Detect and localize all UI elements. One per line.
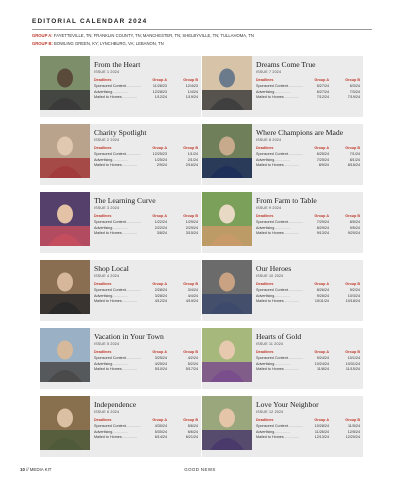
issue-photo [40,396,90,450]
group-b-date: 9/5/24 [349,225,360,230]
group-a-label: Group A [152,214,167,219]
deadlines-label: Deadlines [256,418,274,423]
deadline-type: Sponsored Content............... [256,219,304,224]
issue-title: From the Heart [94,60,141,69]
group-b-date: 4/4/24 [187,293,198,298]
group-b-date: 10/1/24 [347,355,360,360]
deadline-type: Mailed to Homes............... [94,95,138,100]
deadline-header-row [256,214,360,220]
group-a-label: Group A [314,214,329,219]
deadline-type: Sponsored Content............... [94,151,142,156]
issue-card [40,396,201,457]
group-b-date: 7/1/24 [349,151,360,156]
group-b-tag: GROUP B: [32,41,53,46]
deadline-row [256,151,360,157]
group-a-text: FAYETTEVILLE, TN; FRANKLIN COUNTY, TN; MANCHESTER, TN; SHELBYVILLE, TN; TULLAHOMA, TN [52,33,254,38]
group-a-date: 4/12/24 [154,299,167,304]
issue-photo [202,56,252,110]
deadline-type: Advertising............... [256,89,290,94]
deadline-type: Sponsored Content............... [256,423,304,428]
group-a-date: 1/25/24 [154,157,167,162]
deadline-header-row [94,418,198,424]
deadline-type: Mailed to Homes............... [256,95,300,100]
deadline-row [256,423,360,429]
deadline-table [94,418,198,440]
footer-section: // MEDIA KIT [24,467,52,472]
deadline-row [94,219,198,225]
issue-card [40,124,201,185]
deadline-header-row [256,78,360,84]
group-a-date: 5/10/24 [154,367,167,372]
group-a-date: 3/28/24 [154,293,167,298]
group-b-label: Group B [345,78,360,83]
deadline-table [94,146,198,168]
group-b-date: 1/4/24 [187,89,198,94]
group-b-date: 10/18/24 [345,299,360,304]
deadline-row [94,225,198,231]
group-a-label: Group A [314,418,329,423]
deadlines-label: Deadlines [256,78,274,83]
deadline-type: Mailed to Homes............... [256,435,300,440]
issue-card [202,192,363,253]
group-b-date: 3/4/24 [187,287,198,292]
deadline-type: Sponsored Content............... [256,83,304,88]
group-b-date: 3/15/24 [185,231,198,236]
deadline-type: Sponsored Content............... [94,83,142,88]
deadline-type: Advertising............... [94,429,128,434]
issue-number: ISSUE 6 2024 [94,410,120,415]
deadline-row [94,423,198,429]
deadline-header-row [256,282,360,288]
issue-title: Charity Spotlight [94,128,147,137]
group-b-date: 10/31/24 [345,361,360,366]
group-a-date: 8/29/24 [316,225,329,230]
deadline-row [94,151,198,157]
group-a-label: Group A [314,146,329,151]
group-b-date: 1/19/24 [185,95,198,100]
issue-title: Hearts of Gold [256,332,302,341]
deadline-type: Mailed to Homes............... [94,163,138,168]
group-a-date: 9/26/24 [316,293,329,298]
issue-number: ISSUE 7 2024 [256,70,282,75]
group-a-date: 9/13/24 [316,231,329,236]
deadline-row [94,434,198,440]
deadline-type: Advertising............... [94,225,128,230]
deadline-table [256,146,360,168]
deadline-row [256,298,360,304]
deadline-row [256,230,360,236]
group-a-label: Group A [152,78,167,83]
group-b-date: 7/19/24 [347,95,360,100]
deadlines-label: Deadlines [94,78,112,83]
deadlines-label: Deadlines [256,350,274,355]
deadline-type: Sponsored Content............... [94,423,142,428]
deadline-type: Sponsored Content............... [256,151,304,156]
group-b-date: 4/2/24 [187,355,198,360]
deadline-type: Advertising............... [256,293,290,298]
deadline-row [94,361,198,367]
issue-title: Shop Local [94,264,129,273]
group-a-date: 6/25/24 [316,151,329,156]
deadline-type: Advertising............... [256,429,290,434]
group-a-date: 4/25/24 [154,361,167,366]
issue-title: Our Heroes [256,264,292,273]
deadline-type: Sponsored Content............... [256,287,304,292]
deadline-row [256,355,360,361]
group-b-label: Group B [345,418,360,423]
deadline-header-row [94,78,198,84]
group-a-label: Group A [314,282,329,287]
issue-photo [40,56,90,110]
deadline-type: Mailed to Homes............... [94,299,138,304]
issue-number: ISSUE 4 2024 [94,274,120,279]
issue-photo [202,328,252,382]
group-b-date: 4/19/24 [185,299,198,304]
deadline-type: Mailed to Homes............... [256,231,300,236]
group-b-label: Group B [183,282,198,287]
deadlines-label: Deadlines [94,282,112,287]
group-b-label: Group B [345,282,360,287]
group-b-date: 8/1/24 [349,157,360,162]
header-divider [32,29,372,30]
issue-card [40,328,201,389]
group-a-date: 10/24/24 [314,361,329,366]
group-b-label: Group B [183,214,198,219]
deadline-row [256,293,360,299]
group-a-date: 2/22/24 [154,225,167,230]
deadline-type: Sponsored Content............... [94,287,142,292]
group-a-label: Group A [152,350,167,355]
deadline-table [94,214,198,236]
issue-number: ISSUE 1 2024 [94,70,120,75]
group-b-date: 7/3/24 [349,89,360,94]
deadline-row [256,89,360,95]
deadline-table [94,350,198,372]
footer-brand: GOOD NEWS [184,467,216,472]
deadline-row [94,94,198,100]
group-a-date: 7/25/24 [316,157,329,162]
group-a-label: Group A [152,418,167,423]
deadline-row [256,287,360,293]
group-b-date: 9/2/24 [349,287,360,292]
group-b-date: 1/1/24 [187,151,198,156]
deadline-type: Mailed to Homes............... [94,435,138,440]
issue-card [202,328,363,389]
deadlines-label: Deadlines [256,214,274,219]
deadline-row [94,162,198,168]
group-a-date: 11/28/23 [152,83,167,88]
deadline-type: Advertising............... [256,225,290,230]
page-header [32,18,372,46]
group-b-date: 2/1/24 [187,157,198,162]
deadlines-label: Deadlines [94,350,112,355]
deadline-row [256,434,360,440]
page-title: EDITORIAL CALENDAR 2024 [32,18,148,25]
deadline-type: Sponsored Content............... [94,355,142,360]
issue-title: Where Champions are Made [256,128,344,137]
group-b-date: 12/4/23 [185,83,198,88]
group-a-date: 1/22/24 [154,219,167,224]
issue-photo [202,260,252,314]
group-b-date: 5/6/24 [187,423,198,428]
group-a-date: 1/12/24 [154,95,167,100]
deadline-header-row [94,350,198,356]
deadline-type: Mailed to Homes............... [256,367,300,372]
group-a-date: 4/30/24 [154,423,167,428]
deadline-row [256,157,360,163]
deadline-table [256,78,360,100]
deadline-type: Advertising............... [256,361,290,366]
group-a-label: Group A [152,282,167,287]
deadline-row [256,361,360,367]
group-b-date: 1/29/24 [185,219,198,224]
group-b-label: Group B [183,350,198,355]
group-b-date: 9/20/24 [347,231,360,236]
group-b-date: 6/3/24 [349,83,360,88]
deadline-header-row [256,350,360,356]
deadline-row [94,83,198,89]
group-a-date: 7/29/24 [316,219,329,224]
group-a-date: 12/25/23 [152,151,167,156]
group-b-date: 2/16/24 [185,163,198,168]
group-b-date: 2/29/24 [185,225,198,230]
issue-photo [40,124,90,178]
deadline-type: Advertising............... [94,361,128,366]
group-b-date: 5/17/24 [185,367,198,372]
deadline-table [94,78,198,100]
group-a-date: 11/26/24 [314,429,329,434]
group-a-date: 6/14/24 [154,435,167,440]
group-b-label: Group B [183,146,198,151]
deadline-type: Sponsored Content............... [94,219,142,224]
group-b-date: 6/21/24 [185,435,198,440]
deadlines-label: Deadlines [94,214,112,219]
deadline-type: Mailed to Homes............... [94,367,138,372]
issue-photo [202,192,252,246]
deadline-row [94,89,198,95]
deadlines-label: Deadlines [94,146,112,151]
group-a-date: 12/28/23 [152,89,167,94]
group-b-date: 11/5/24 [347,423,360,428]
group-a-date: 2/28/24 [154,287,167,292]
group-a-date: 9/24/24 [316,355,329,360]
deadline-header-row [94,214,198,220]
group-a-date: 12/13/24 [314,435,329,440]
issue-number: ISSUE 2 2024 [94,138,120,143]
group-a-date: 3/8/24 [156,231,167,236]
page-number: 10 [20,467,25,472]
deadline-row [94,429,198,435]
deadline-row [256,366,360,372]
group-b-date: 8/16/24 [347,163,360,168]
issue-photo [40,328,90,382]
issue-title: The Learning Curve [94,196,156,205]
issue-card [40,192,201,253]
deadline-header-row [94,146,198,152]
issue-photo [202,396,252,450]
deadline-row [256,83,360,89]
issue-card [202,260,363,321]
issue-title: Dreams Come True [256,60,316,69]
group-b-date: 8/5/24 [349,219,360,224]
group-b-label: Group B [345,350,360,355]
issue-number: ISSUE 8 2024 [256,138,282,143]
issue-number: ISSUE 9 2024 [256,206,282,211]
deadlines-label: Deadlines [94,418,112,423]
group-a-label: Group A [152,146,167,151]
group-a-date: 2/9/24 [156,163,167,168]
group-a-label: Group A [314,78,329,83]
deadline-row [94,230,198,236]
group-b-label: Group B [345,146,360,151]
deadlines-label: Deadlines [256,282,274,287]
group-b-label: Group B [345,214,360,219]
deadline-row [94,293,198,299]
deadline-table [256,214,360,236]
group-b-date: 11/15/24 [345,367,360,372]
deadline-row [256,162,360,168]
deadline-row [94,366,198,372]
issue-number: ISSUE 11 2024 [256,342,284,347]
issue-title: Vacation in Your Town [94,332,164,341]
deadline-type: Mailed to Homes............... [94,231,138,236]
issue-photo [202,124,252,178]
deadlines-label: Deadlines [256,146,274,151]
issue-number: ISSUE 10 2024 [256,274,284,279]
deadline-row [256,429,360,435]
group-a-date: 8/9/24 [318,163,329,168]
group-b-line [32,41,372,46]
issue-number: ISSUE 5 2024 [94,342,120,347]
issue-photo [40,192,90,246]
deadline-row [256,94,360,100]
deadline-header-row [256,418,360,424]
deadline-type: Mailed to Homes............... [256,299,300,304]
issue-title: Love Your Neighbor [256,400,319,409]
group-a-date: 7/12/24 [316,95,329,100]
deadline-header-row [94,282,198,288]
deadline-row [94,287,198,293]
group-b-date: 12/5/24 [347,429,360,434]
issue-number: ISSUE 12 2024 [256,410,284,415]
group-a-date: 10/11/24 [314,299,329,304]
deadline-header-row [256,146,360,152]
deadline-type: Advertising............... [94,293,128,298]
group-a-line [32,33,372,38]
group-b-date: 12/20/24 [345,435,360,440]
issue-number: ISSUE 3 2024 [94,206,120,211]
deadline-table [256,350,360,372]
issue-title: Independence [94,400,137,409]
deadline-row [94,157,198,163]
deadline-table [94,282,198,304]
group-a-date: 3/25/24 [154,355,167,360]
group-b-text: BOWLING GREEN, KY; LYNCHBURG, VA; LEBANON, TN [52,41,164,46]
group-a-date: 5/30/24 [154,429,167,434]
issue-photo [40,260,90,314]
deadline-type: Mailed to Homes............... [256,163,300,168]
group-b-date: 10/3/24 [347,293,360,298]
deadline-row [94,298,198,304]
deadline-type: Advertising............... [94,157,128,162]
group-b-label: Group B [183,418,198,423]
deadline-type: Advertising............... [256,157,290,162]
issue-title: From Farm to Table [256,196,317,205]
group-a-tag: GROUP A: [32,33,53,38]
group-b-label: Group B [183,78,198,83]
group-b-date: 6/6/24 [187,429,198,434]
group-a-date: 11/8/24 [316,367,329,372]
deadline-table [256,418,360,440]
group-a-date: 10/28/24 [314,423,329,428]
issue-card [40,56,201,117]
group-a-date: 8/26/24 [316,287,329,292]
deadline-table [256,282,360,304]
deadline-type: Sponsored Content............... [256,355,304,360]
issue-card [202,396,363,457]
group-b-date: 5/2/24 [187,361,198,366]
deadline-row [256,219,360,225]
deadline-row [256,225,360,231]
group-a-date: 5/27/24 [316,83,329,88]
deadline-type: Advertising............... [94,89,128,94]
group-a-date: 6/27/24 [316,89,329,94]
issue-card [202,124,363,185]
deadline-row [94,355,198,361]
issue-card [40,260,201,321]
group-a-label: Group A [314,350,329,355]
issue-card [202,56,363,117]
